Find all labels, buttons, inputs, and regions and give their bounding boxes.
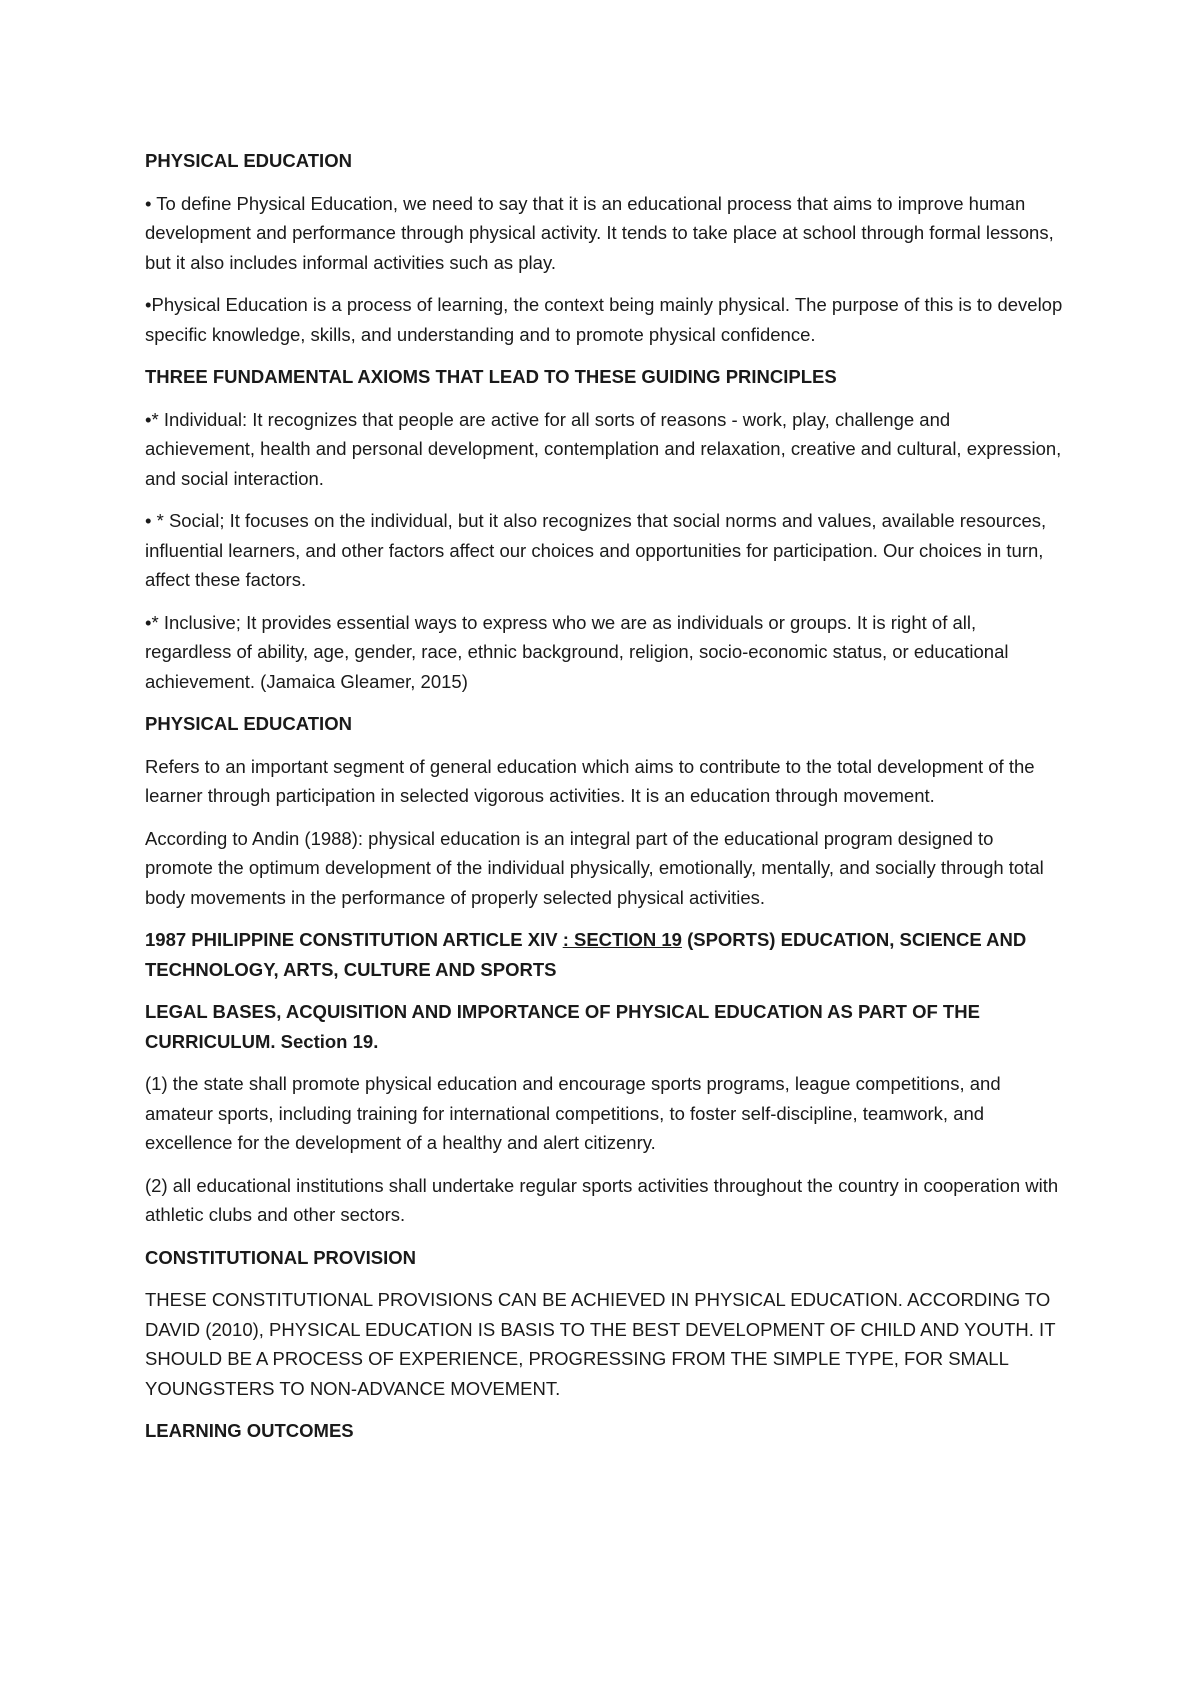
- section-heading-learning-outcomes: LEARNING OUTCOMES: [145, 1420, 354, 1441]
- constitution-heading-section: : SECTION 19: [562, 929, 682, 950]
- section-heading-constitutional-provision: CONSTITUTIONAL PROVISION: [145, 1246, 417, 1268]
- constitution-heading-part-2: (SPORTS) EDUCATION, SCIENCE AND TECHNOLOGY, ARTS, CULTURE AND SPORTS: [145, 929, 1027, 980]
- paragraph-andin: According to Andin (1988): physical education is an integral part of the educational program designed to promote the optimum development of the individual physically, emotionally, mentally, and socially through total body movements in the performance of properly selected physical activities.: [145, 827, 1044, 908]
- paragraph-provisions: THESE CONSTITUTIONAL PROVISIONS CAN BE ACHIEVED IN PHYSICAL EDUCATION. ACCORDING TO DAVID (2010), PHYSICAL EDUCATION IS BASIS TO THE BEST DEVELOPMENT OF CHILD AND YOUTH. IT SHOULD BE A PROCESS OF EXPERIENCE, PROGRESSING FROM THE SIMPLE TYPE, FOR SMALL YOUNGSTERS TO NON-ADVANCE MOVEMENT.: [145, 1289, 1056, 1399]
- paragraph-item-2: (2) all educational institutions shall undertake regular sports activities throughout the country in cooperation with athletic clubs and other sectors.: [145, 1174, 1059, 1225]
- section-heading-physical-education: PHYSICAL EDUCATION: [145, 150, 352, 171]
- paragraph-pe-process: •Physical Education is a process of learning, the context being mainly physical. The purpose of this is to develop specific knowledge, skills, and understanding and to promote physical confidence.: [145, 294, 1063, 345]
- section-heading-constitution: [145, 925, 1065, 984]
- section-heading-legal-bases: LEGAL BASES, ACQUISITION AND IMPORTANCE OF PHYSICAL EDUCATION AS PART OF THE CURRICULUM. Section 19.: [145, 1001, 980, 1052]
- constitution-heading-part-1: 1987 PHILIPPINE CONSTITUTION ARTICLE XIV: [145, 929, 563, 950]
- paragraph-define-pe: • To define Physical Education, we need to say that it is an educational process that aims to improve human development and performance through physical activity. It tends to take place at school through formal lessons, but it also includes informal activities such as play.: [145, 192, 1054, 273]
- paragraph-inclusive: •* Inclusive; It provides essential ways to express who we are as individuals or groups. It is right of all, regardless of ability, age, gender, race, ethnic background, religion, socio-economic status, or educational achievement. (Jamaica Gleamer, 2015): [145, 611, 1009, 692]
- paragraph-item-1: (1) the state shall promote physical education and encourage sports programs, league competitions, and amateur sports, including training for international competitions, to foster self-discipline, teamwork, and excellence for the development of a healthy and alert citizenry.: [145, 1073, 1001, 1153]
- section-heading-physical-education-2: PHYSICAL EDUCATION: [145, 713, 352, 734]
- paragraph-individual: •* Individual: It recognizes that people are active for all sorts of reasons - work, play, challenge and achievement, health and personal development, contemplation and relaxation, creative and cultural, expression, and social interaction.: [145, 408, 1062, 489]
- section-heading-three-axioms: THREE FUNDAMENTAL AXIOMS THAT LEAD TO THESE GUIDING PRINCIPLES: [145, 366, 837, 387]
- paragraph-social: • * Social; It focuses on the individual, but it also recognizes that social norms and values, available resources, influential learners, and other factors affect our choices and opportunities for participation. Our choices in turn, affect these factors.: [145, 510, 1047, 590]
- paragraph-refers: Refers to an important segment of general education which aims to contribute to the total development of the learner through participation in selected vigorous activities. It is an education through movement.: [145, 755, 1035, 806]
- document-page: [145, 146, 1065, 1459]
